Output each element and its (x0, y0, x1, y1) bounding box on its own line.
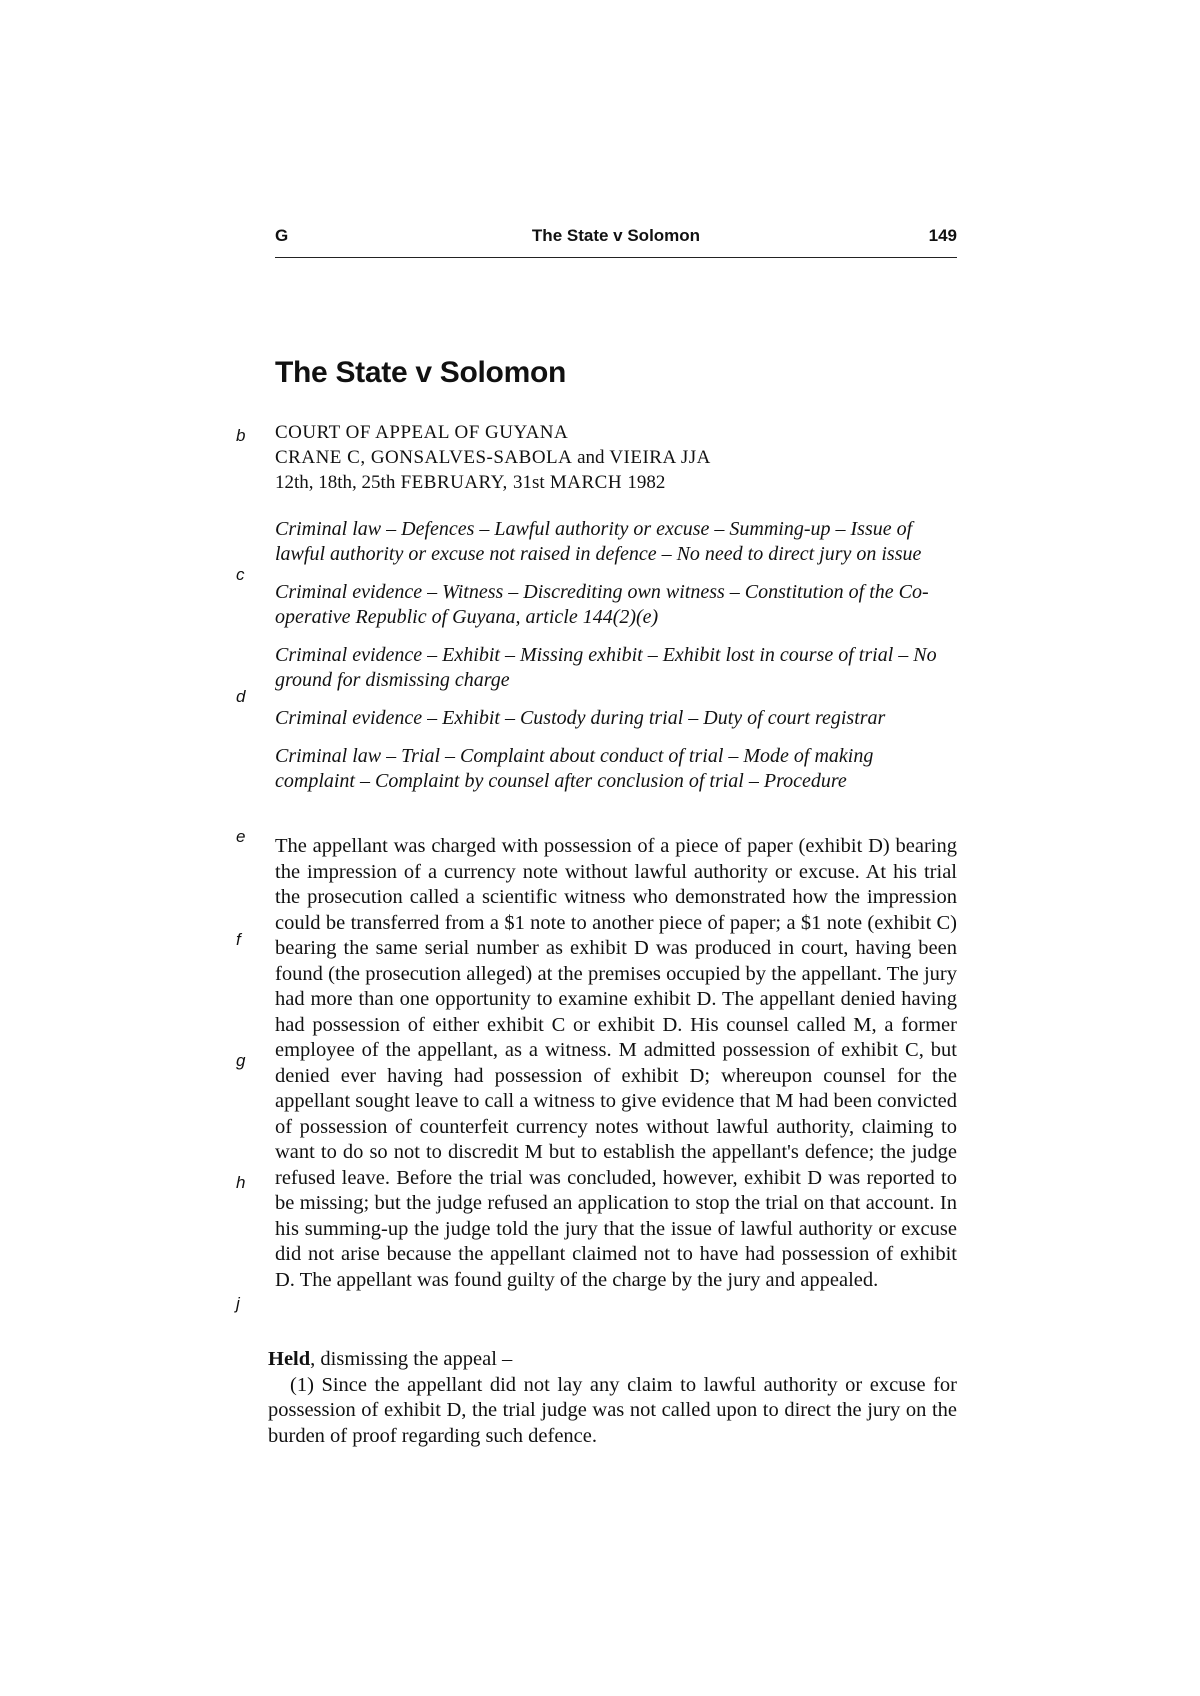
margin-letter-j: j (236, 1294, 240, 1313)
dates-year: 1982 (627, 472, 666, 493)
judges-names: CRANE C, GONSALVES-SABOLA (275, 447, 573, 468)
running-head (275, 226, 957, 256)
holding-paragraph: (1) Since the appellant did not lay any claim to lawful authority or excuse for possession of exhibit D, the trial judge was not called upon to direct the jury on the burden of proof regarding such defence. (268, 1373, 957, 1447)
judges-last: VIEIRA JJA (609, 447, 711, 468)
page-number: 149 (928, 226, 957, 245)
margin-letter-b: b (236, 426, 246, 445)
dates-days: 12th, 18th, 25th (275, 472, 396, 493)
case-summary (275, 834, 957, 1293)
judges-and: and (572, 447, 610, 468)
held-intro-text: , dismissing the appeal – (310, 1348, 513, 1370)
running-head-section-letter: G (275, 226, 289, 245)
catchword-paragraph: Criminal evidence – Exhibit – Missing exhibit – Exhibit lost in course of trial – No ground for dismissing charge (275, 644, 937, 691)
catchword-paragraph: Criminal evidence – Exhibit – Custody during trial – Duty of court registrar (275, 707, 886, 729)
margin-letter-g: g (236, 1051, 246, 1070)
margin-letter-h: h (236, 1173, 246, 1192)
margin-letter-e: e (236, 827, 246, 846)
catchword-paragraph: Criminal law – Defences – Lawful authority or excuse – Summing-up – Issue of lawful authority or excuse not raised in defence – No need to direct jury on issue (275, 518, 922, 565)
dates-month: FEBRUARY, (395, 472, 513, 493)
running-head-title: The State v Solomon (531, 226, 701, 245)
catchword-paragraph: Criminal evidence – Witness – Discrediting own witness – Constitution of the Co-operative Republic of Guyana, article 144(2)(e) (275, 581, 929, 628)
judges-line (275, 445, 711, 470)
court-block (275, 420, 711, 495)
held-intro (268, 1347, 957, 1373)
header-rule (275, 257, 957, 258)
case-title: The State v Solomon (275, 356, 567, 389)
catchwords (275, 517, 957, 807)
margin-letter-c: c (236, 565, 245, 584)
dates-last-day: 31st (512, 472, 545, 493)
hearing-dates (275, 470, 711, 495)
court-name: COURT OF APPEAL OF GUYANA (275, 422, 569, 443)
held-label: Held (268, 1348, 311, 1370)
dates-last-month: MARCH (544, 472, 628, 493)
catchword-paragraph: Criminal law – Trial – Complaint about conduct of trial – Mode of making complaint – Complaint by counsel after conclusion of trial – Procedure (275, 745, 874, 792)
summary-paragraph: The appellant was charged with possession of a piece of paper (exhibit D) bearing the impression of a currency note without lawful authority or excuse. At his trial the prosecution called a scientific witness who demonstrated how the impression could be transferred from a $1 note to another piece of paper; a $1 note (exhibit C) bearing the same serial number as exhibit D was produced in court, having been found (the prosecution alleged) at the premises occupied by the appellant. The jury had more than one opportunity to examine exhibit D. The appellant denied having had possession of either exhibit C or exhibit D. His counsel called M, a former employee of the appellant, as a witness. M admitted possession of exhibit C, but denied ever having had possession of exhibit D; whereupon counsel for the appellant sought leave to call a witness to give evidence that M had been convicted of possession of counterfeit currency notes without lawful authority, claiming to want to do so not to discredit M but to establish the appellant's defence; the judge refused leave. Before the trial was concluded, however, exhibit D was reported to be missing; but the judge refused an application to stop the trial on that account. In his summing-up the judge told the jury that the issue of lawful authority or excuse did not arise because the appellant claimed not to have had possession of exhibit D. The appellant was found guilty of the charge by the jury and appealed. (275, 835, 957, 1291)
margin-letter-f: f (236, 930, 241, 949)
margin-letter-d: d (236, 687, 246, 706)
held-section (268, 1347, 957, 1449)
